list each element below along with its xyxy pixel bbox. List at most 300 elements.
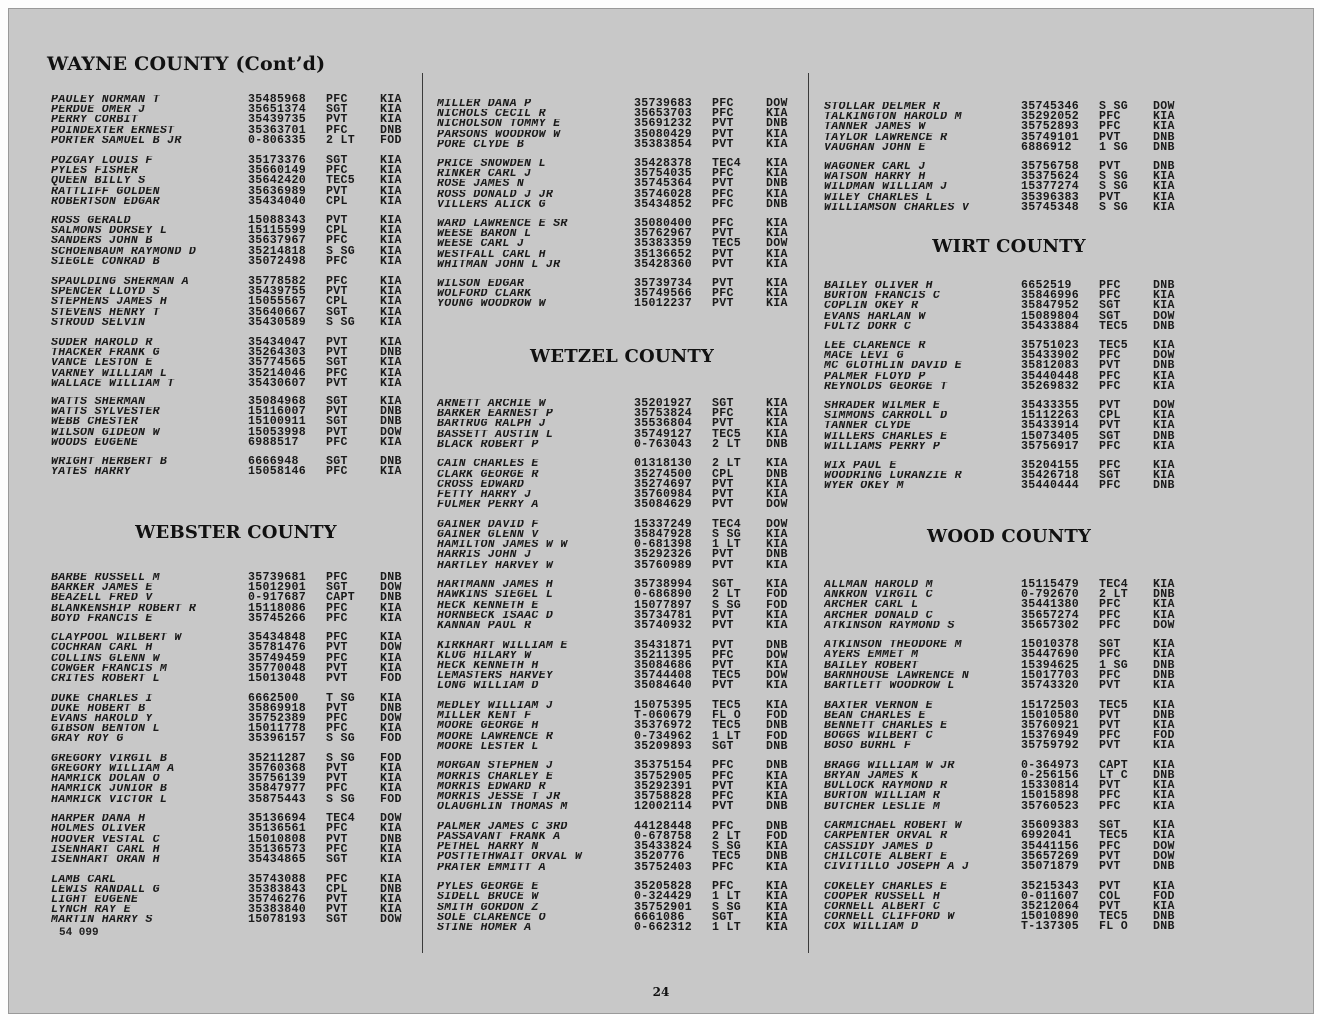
entry-status: KIA (766, 538, 788, 552)
entry-name: BARBE RUSSELL M (51, 573, 160, 584)
entry-name: BEAN CHARLES E (824, 710, 926, 721)
entry-serial: 15010378 (1021, 638, 1080, 652)
entry-status: KIA (380, 722, 402, 736)
entry-serial: 35439755 (248, 285, 307, 299)
roster-group (437, 638, 807, 693)
entry-status: DOW (1153, 309, 1175, 323)
entry-rank: PFC (712, 759, 734, 773)
entry-name: CAIN CHARLES E (437, 459, 539, 470)
entry-status: DOW (1153, 100, 1175, 113)
entry-status: KIA (380, 772, 402, 786)
entry-name: VAUGHAN JOHN E (824, 142, 926, 153)
roster-group (824, 341, 1194, 392)
entry-serial: 0-806335 (248, 133, 307, 147)
entry-status: DOW (1153, 618, 1175, 632)
entry-status: DOW (1153, 849, 1175, 863)
entry-name: SCHOENBAUM RAYMOND D (51, 246, 197, 257)
entry-rank: S SG (1099, 180, 1129, 194)
entry-rank: PVT (326, 772, 348, 786)
entry-name: BOYD FRANCIS E (51, 613, 153, 624)
entry-serial: 35745346 (1021, 100, 1080, 113)
entry-rank: PFC (326, 123, 348, 137)
entry-status: FOD (1153, 889, 1175, 903)
roster-entry (437, 467, 807, 481)
roster-entry (437, 427, 807, 441)
roster-entry (437, 459, 807, 469)
entry-rank: PFC (326, 435, 348, 449)
roster-entry (51, 184, 421, 198)
roster-group (824, 758, 1194, 813)
entry-name: OLAUGHLIN THOMAS M (437, 802, 568, 813)
entry-name: PERRY CORBIT (51, 115, 139, 126)
entry-status: DNB (380, 123, 402, 137)
entry-rank: TEC4 (326, 812, 356, 826)
entry-status: KIA (1153, 879, 1175, 893)
roster-entry (437, 892, 807, 902)
roster-entry (51, 315, 421, 329)
entry-rank: PVT (326, 285, 348, 299)
roster-entry (437, 487, 807, 501)
entry-rank: PVT (712, 487, 734, 501)
roster-entry (824, 182, 1194, 192)
entry-status: KIA (766, 900, 788, 914)
entry-name: LEMASTERS HARVEY (437, 671, 554, 682)
entry-name: WEESE CARL J (437, 239, 525, 250)
entry-status: KIA (380, 852, 402, 866)
entry-rank: SGT (712, 397, 734, 410)
entry-name: REYNOLDS GEORGE T (824, 381, 948, 392)
entry-rank: 1 LT (712, 538, 742, 552)
entry-status: KIA (766, 397, 788, 410)
entry-name: POINDEXTER ERNEST (51, 125, 175, 136)
page-number: 24 (652, 985, 670, 999)
entry-status: FOD (766, 598, 788, 612)
roster-group (51, 814, 421, 865)
entry-serial: 35136652 (634, 247, 693, 261)
entry-serial: 35433914 (1021, 419, 1080, 433)
roster-entry (824, 608, 1194, 622)
entry-rank: PVT (326, 903, 348, 917)
entry-serial: 0-686890 (634, 588, 693, 602)
roster-group (824, 281, 1194, 332)
roster-entry (437, 127, 807, 141)
roster-group (437, 701, 807, 752)
roster-entry (824, 481, 1194, 491)
roster-entry (51, 95, 421, 105)
entry-rank: 1 SG (1099, 140, 1129, 154)
roster-entry (824, 421, 1194, 431)
entry-serial: 15337249 (634, 517, 693, 531)
roster-entry (51, 417, 421, 427)
entry-status: KIA (380, 376, 402, 390)
entry-status: KIA (380, 661, 402, 675)
roster-entry (824, 590, 1194, 600)
entry-status: KIA (380, 234, 402, 248)
entry-rank: PVT (1099, 399, 1121, 412)
entry-serial: 35752901 (634, 900, 693, 914)
entry-serial: 15055567 (248, 295, 307, 309)
entry-status: KIA (380, 315, 402, 329)
entry-serial: 35743088 (248, 872, 307, 886)
entry-status: KIA (1153, 339, 1175, 352)
roster-entry (824, 112, 1194, 122)
entry-status: KIA (380, 892, 402, 906)
roster-group (437, 819, 807, 874)
page-title: WAYNE COUNTY (Cont’d) (47, 53, 326, 75)
entry-name: CLAYPOOL WILBERT W (51, 633, 182, 644)
entry-name: MOORE GEORGE H (437, 721, 539, 732)
entry-rank: CPL (1099, 409, 1121, 423)
entry-rank: CAPT (326, 591, 356, 605)
roster-entry (437, 550, 807, 560)
entry-serial: 35363701 (248, 123, 307, 137)
entry-rank: SGT (1099, 469, 1121, 483)
entry-status: KIA (380, 601, 402, 615)
roster-entry (824, 122, 1194, 132)
entry-serial: 35433355 (1021, 399, 1080, 412)
entry-name: BARNHOUSE LAWRENCE N (824, 670, 970, 682)
entry-serial: 35759792 (1021, 739, 1080, 753)
entry-serial: 35651374 (248, 103, 307, 117)
entry-status: DNB (1153, 668, 1175, 682)
entry-rank: PVT (326, 762, 348, 776)
entry-serial: 6992041 (1021, 829, 1072, 843)
entry-name: SUDER HAROLD R (51, 338, 153, 349)
entry-rank: PFC (326, 782, 348, 796)
entry-status: KIA (766, 608, 788, 622)
roster-entry (51, 701, 421, 715)
entry-status: DNB (766, 819, 788, 833)
roster-entry (51, 814, 421, 824)
entry-status: KIA (766, 699, 788, 712)
entry-name: WATTS SYLVESTER (51, 407, 160, 418)
entry-status: KIA (1153, 679, 1175, 693)
entry-name: WILDMAN WILLIAM J (824, 182, 948, 193)
entry-rank: PFC (712, 167, 734, 181)
entry-name: HAMILTON JAMES W W (437, 540, 568, 551)
entry-serial: 15112263 (1021, 409, 1080, 423)
entry-name: TALKINGTON HAROLD M (824, 112, 962, 123)
entry-name: WALLACE WILLIAM T (51, 378, 175, 389)
entry-name: COLLINS GLENN W (51, 653, 160, 664)
entry-status: KIA (766, 578, 788, 592)
entry-rank: SGT (712, 578, 734, 592)
entry-rank: PVT (712, 227, 734, 241)
roster-entry (437, 419, 807, 429)
entry-rank: TEC5 (712, 719, 742, 733)
entry-rank: PVT (712, 638, 734, 652)
entry-name: WATSON HARRY H (824, 172, 926, 183)
entry-serial: 35375154 (634, 759, 693, 773)
entry-status: KIA (1153, 459, 1175, 472)
entry-status: DOW (380, 425, 402, 439)
entry-serial: 15013048 (248, 672, 307, 686)
entry-rank: PFC (326, 842, 348, 856)
entry-name: WRIGHT HERBERT B (51, 457, 168, 468)
entry-status: KIA (380, 285, 402, 299)
roster-entry (437, 279, 807, 289)
entry-name: MORRIS JESSE T JR (437, 791, 561, 803)
entry-serial: 15015898 (1021, 789, 1080, 803)
entry-serial: 35609383 (1021, 819, 1080, 833)
entry-serial: 6652519 (1021, 279, 1072, 292)
entry-rank: 2 LT (712, 437, 742, 451)
entry-name: BAXTER VERNON E (824, 700, 933, 711)
entry-status: KIA (1153, 598, 1175, 612)
entry-status: DNB (766, 739, 788, 753)
entry-status: DNB (1153, 859, 1175, 873)
entry-serial: 15075395 (634, 699, 693, 712)
entry-status: DNB (380, 571, 402, 584)
entry-serial: 15376949 (1021, 729, 1080, 743)
entry-status: KIA (766, 277, 788, 290)
entry-name: PYLES FISHER (51, 166, 139, 177)
entry-status: DOW (1153, 349, 1175, 363)
entry-name: PRICE SNOWDEN L (437, 159, 546, 170)
entry-name: SPENCER LLOYD S (51, 287, 160, 298)
entry-serial: 35756917 (1021, 439, 1080, 453)
entry-serial: 35433902 (1021, 349, 1080, 363)
entry-serial: 6886912 (1021, 140, 1072, 154)
roster-entry (824, 799, 1194, 813)
entry-serial: 35383854 (634, 137, 693, 151)
entry-rank: PFC (1099, 789, 1121, 803)
entry-status: KIA (766, 558, 788, 572)
entry-status: KIA (766, 107, 788, 121)
roster-entry (51, 674, 421, 684)
entry-name: KANNAN PAUL R (437, 620, 532, 632)
entry-serial: 35080429 (634, 127, 693, 141)
entry-status: KIA (380, 651, 402, 665)
roster-entry (824, 731, 1194, 741)
entry-rank: TEC5 (712, 699, 742, 712)
entry-rank: CAPT (1099, 758, 1129, 772)
entry-name: BAILEY ROBERT (824, 660, 919, 671)
roster-entry (824, 859, 1194, 873)
entry-rank: PVT (712, 558, 734, 572)
entry-name: WATTS SHERMAN (51, 397, 146, 408)
roster-entry (51, 905, 421, 915)
entry-status: DOW (380, 812, 402, 826)
entry-name: WEBB CHESTER (51, 417, 139, 428)
entry-status: KIA (1153, 180, 1175, 194)
entry-name: SIDELL BRUCE W (437, 892, 539, 903)
roster-entry (824, 580, 1194, 590)
entry-status: DOW (1153, 399, 1175, 412)
roster-entry (437, 598, 807, 612)
entry-serial: 35756139 (248, 772, 307, 786)
entry-rank: PFC (712, 217, 734, 230)
roster-entry (51, 651, 421, 665)
entry-status: DNB (380, 591, 402, 605)
entry-name: CIVITILLO JOSEPH A J (824, 861, 970, 873)
roster-entry (824, 281, 1194, 291)
entry-serial: 35274500 (634, 467, 693, 481)
entry-status: DOW (766, 237, 788, 251)
entry-status: DNB (1153, 920, 1175, 934)
entry-serial: 0-678758 (634, 829, 693, 843)
entry-name: AYERS EMMET M (824, 650, 919, 661)
roster-entry (437, 779, 807, 793)
roster-entry (437, 769, 807, 783)
entry-name: ATKINSON RAYMOND S (824, 620, 955, 631)
entry-serial: 35744408 (634, 669, 693, 683)
entry-status: KIA (1153, 819, 1175, 833)
entry-name: HARRIS JOHN J (437, 550, 532, 561)
county-heading-wetzel: WETZEL COUNTY (529, 346, 715, 367)
entry-name: WOLFORD CLARK (437, 289, 532, 300)
roster-group (51, 457, 421, 477)
entry-status: FOD (766, 829, 788, 843)
entry-name: ARNETT ARCHIE W (437, 399, 546, 410)
roster-entry (824, 172, 1194, 182)
entry-serial: 35136561 (248, 822, 307, 836)
roster-entry (824, 341, 1194, 351)
entry-status: DNB (766, 759, 788, 773)
roster-entry (437, 477, 807, 491)
roster-entry (824, 291, 1194, 301)
entry-serial: T-060679 (634, 709, 693, 723)
entry-name: MOORE LAWRENCE R (437, 731, 554, 742)
entry-rank: PVT (712, 800, 734, 814)
entry-rank: PVT (1099, 679, 1121, 693)
roster-entry (51, 358, 421, 368)
entry-rank: SGT (326, 455, 348, 468)
entry-name: WOODRING LURANZIE R (824, 471, 962, 482)
entry-serial: 35734781 (634, 608, 693, 622)
roster-entry (824, 758, 1194, 772)
entry-name: POSTTETHWAIT ORVAL W (437, 852, 583, 863)
roster-entry (824, 849, 1194, 863)
entry-status: KIA (1153, 799, 1175, 813)
entry-name: PAULEY NORMAN T (51, 95, 160, 106)
roster-group (51, 397, 421, 448)
entry-serial: 15116007 (248, 405, 307, 419)
roster-entry (437, 739, 807, 753)
roster-group (437, 761, 807, 812)
column-3 (824, 59, 1196, 973)
entry-name: POZGAY LOUIS F (51, 156, 153, 167)
roster-group (437, 580, 807, 631)
entry-status: KIA (380, 842, 402, 856)
entry-serial: 35739681 (248, 571, 307, 584)
entry-serial: 6661086 (634, 910, 685, 924)
entry-serial: 35269832 (1021, 379, 1080, 393)
roster-entry (51, 425, 421, 439)
entry-status: KIA (1153, 379, 1175, 393)
entry-status: FOD (380, 792, 402, 806)
entry-name: COWGER FRANCIS M (51, 663, 168, 675)
entry-rank: SGT (1099, 299, 1121, 313)
entry-rank: 2 LT (1099, 588, 1129, 602)
entry-rank: PFC (712, 197, 734, 211)
roster-entry (51, 166, 421, 176)
entry-status: KIA (380, 872, 402, 886)
entry-status: KIA (766, 779, 788, 793)
roster-entry (51, 852, 421, 866)
entry-serial: 35739734 (634, 277, 693, 290)
entry-name: WEESE BARON L (437, 229, 532, 240)
entry-status: DNB (766, 719, 788, 733)
entry-serial: 35292052 (1021, 110, 1080, 124)
entry-serial: 35657269 (1021, 849, 1080, 863)
entry-name: BRYAN JAMES K (824, 771, 919, 782)
entry-serial: 35640667 (248, 305, 307, 319)
entry-rank: PFC (712, 287, 734, 301)
roster-entry (824, 791, 1194, 801)
entry-rank: TEC5 (712, 850, 742, 864)
entry-name: ROSS GERALD (51, 216, 131, 227)
entry-rank: SGT (326, 395, 348, 408)
entry-name: TANNER CLYDE (824, 421, 912, 432)
entry-serial: 35214818 (248, 244, 307, 258)
roster-entry (51, 824, 421, 834)
roster-group (824, 879, 1194, 934)
entry-rank: PVT (1099, 899, 1121, 913)
entry-status: KIA (380, 782, 402, 796)
entry-name: BRAGG WILLIAM W JR (824, 760, 955, 772)
entry-serial: 35812083 (1021, 359, 1080, 373)
entry-serial: 35760523 (1021, 799, 1080, 813)
entry-name: PARSONS WOODROW W (437, 129, 561, 140)
entry-rank: S SG (712, 598, 742, 612)
roster-group (824, 401, 1194, 452)
entry-serial: 35072498 (248, 254, 307, 268)
entry-status: KIA (380, 762, 402, 776)
entry-status: FOD (766, 709, 788, 723)
roster-entry (437, 658, 807, 672)
entry-rank: 2 LT (712, 457, 742, 471)
entry-name: BOSO BURHL F (824, 741, 912, 752)
roster-entry (437, 257, 807, 271)
roster-entry (437, 729, 807, 743)
entry-serial: 35751023 (1021, 339, 1080, 352)
entry-name: WYER OKEY M (824, 481, 904, 492)
entry-status: DNB (766, 850, 788, 864)
roster-entry (437, 99, 807, 109)
entry-serial: 35869918 (248, 701, 307, 715)
entry-serial: 35136694 (248, 812, 307, 826)
entry-serial: 35434848 (248, 631, 307, 645)
entry-serial: 0-324429 (634, 890, 693, 904)
entry-status: KIA (766, 187, 788, 201)
entry-name: COX WILLIAM D (824, 922, 919, 933)
entry-serial: 15115479 (1021, 578, 1080, 591)
entry-serial: 35749459 (248, 651, 307, 665)
entry-serial: 15012901 (248, 581, 307, 595)
entry-name: COOPER RUSSELL H (824, 891, 941, 902)
entry-rank: CPL (712, 467, 734, 481)
entry-name: GIBSON BENTON L (51, 724, 160, 735)
entry-status: DNB (1153, 319, 1175, 333)
entry-serial: 35441380 (1021, 598, 1080, 612)
roster-entry (437, 540, 807, 550)
entry-rank: S SG (712, 840, 742, 854)
entry-name: ISENHART ORAN H (51, 854, 160, 866)
entry-serial: 35781476 (248, 641, 307, 655)
entry-rank: PVT (712, 417, 734, 431)
roster-entry (437, 197, 807, 211)
entry-serial: T-137305 (1021, 920, 1080, 934)
entry-serial: 35434865 (248, 852, 307, 866)
entry-rank: PFC (326, 611, 348, 625)
entry-status: FOD (1153, 729, 1175, 743)
roster-entry (51, 297, 421, 307)
entry-rank: PVT (712, 277, 734, 290)
entry-name: SOLE CLARENCE O (437, 912, 546, 923)
entry-serial: 35434047 (248, 336, 307, 349)
entry-rank: PFC (326, 872, 348, 886)
